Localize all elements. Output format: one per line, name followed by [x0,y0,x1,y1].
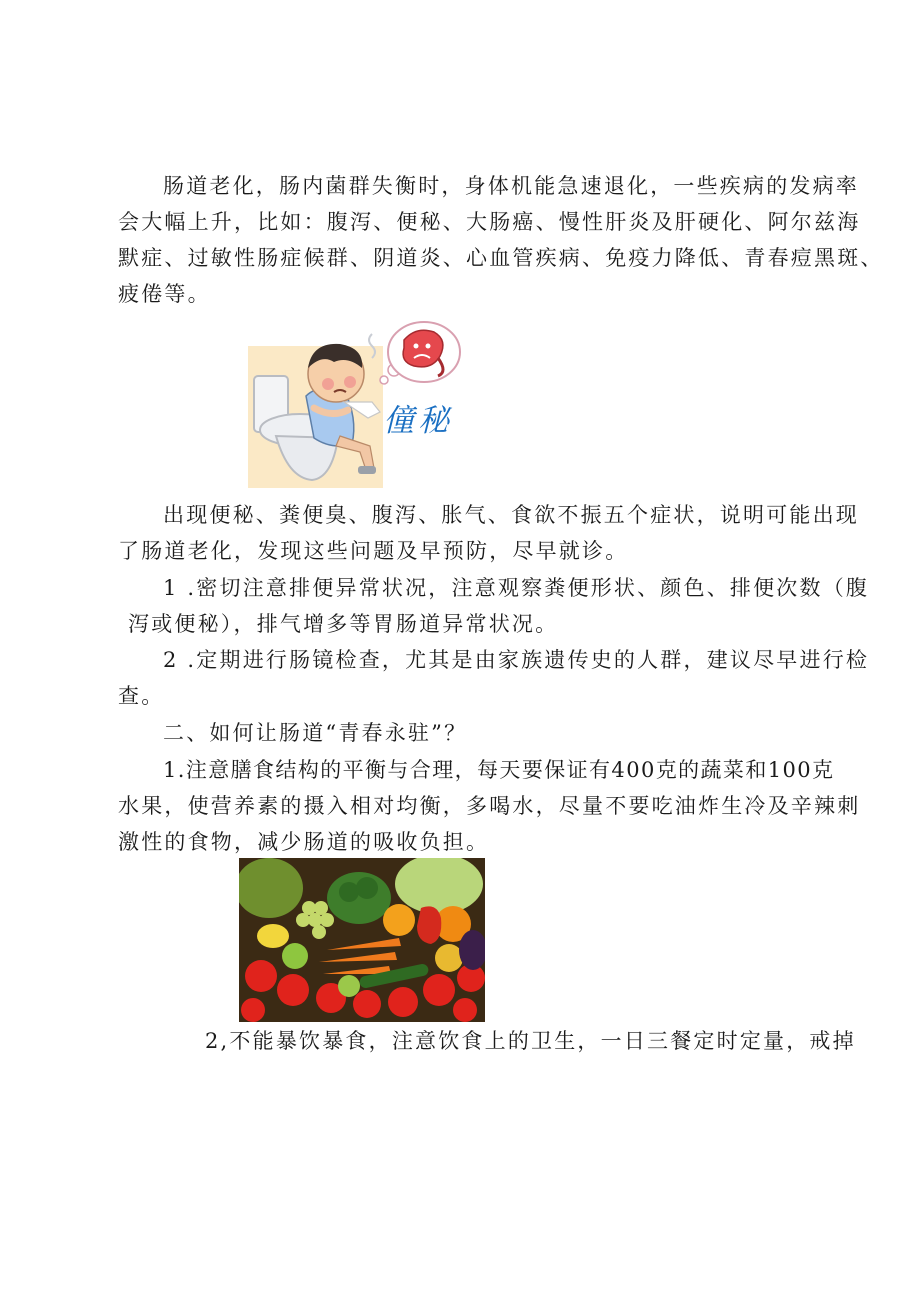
text-line: 泻或便秘），排气增多等胃肠道异常状况。 [128,612,559,636]
text-line: 查。 [118,684,165,708]
text-line: 激性的食物，减少肠道的吸收负担。 [118,830,490,854]
text-line: 肠道老化，肠内菌群失衡时，身体机能急速退化，一些疾病的发病率 [163,174,859,198]
section-heading: 二、如何让肠道“青春永驻”？ [163,721,468,745]
text-line: 默症、过敏性肠症候群、阴道炎、心血管疾病、免疫力降低、青春痘黑斑、 [118,246,884,270]
text-line: 2 .定期进行肠镜检查，尤其是由家族遗传史的人群，建议尽早进行检 [163,648,870,672]
text-line: 1.注意膳食结构的平衡与合理，每天要保证有400克的蔬菜和100克 [163,758,835,782]
text-line: 水果，使营养素的摄入相对均衡，多喝水，尽量不要吃油炸生冷及辛辣刺 [118,794,861,818]
text-line: 了肠道老化，发现这些问题及早预防，尽早就诊。 [118,539,629,563]
text-line: 疲倦等。 [118,282,211,306]
text-line: 会大幅上升，比如：腹泻、便秘、大肠癌、慢性肝炎及肝硬化、阿尔兹海 [118,210,861,234]
text-line: 出现便秘、粪便臭、腹泻、胀气、食欲不振五个症状，说明可能出现 [163,503,859,527]
fruits-vegetables-image [239,858,485,1022]
text-line: 1 .密切注意排便异常状况，注意观察粪便形状、颜色、排便次数（腹 [163,576,870,600]
tip-2-line: 2,不能暴饮暴食，注意饮食上的卫生，一日三餐定时定量，戒掉 [205,1029,856,1053]
image-caption: 僮秘 [383,403,453,439]
